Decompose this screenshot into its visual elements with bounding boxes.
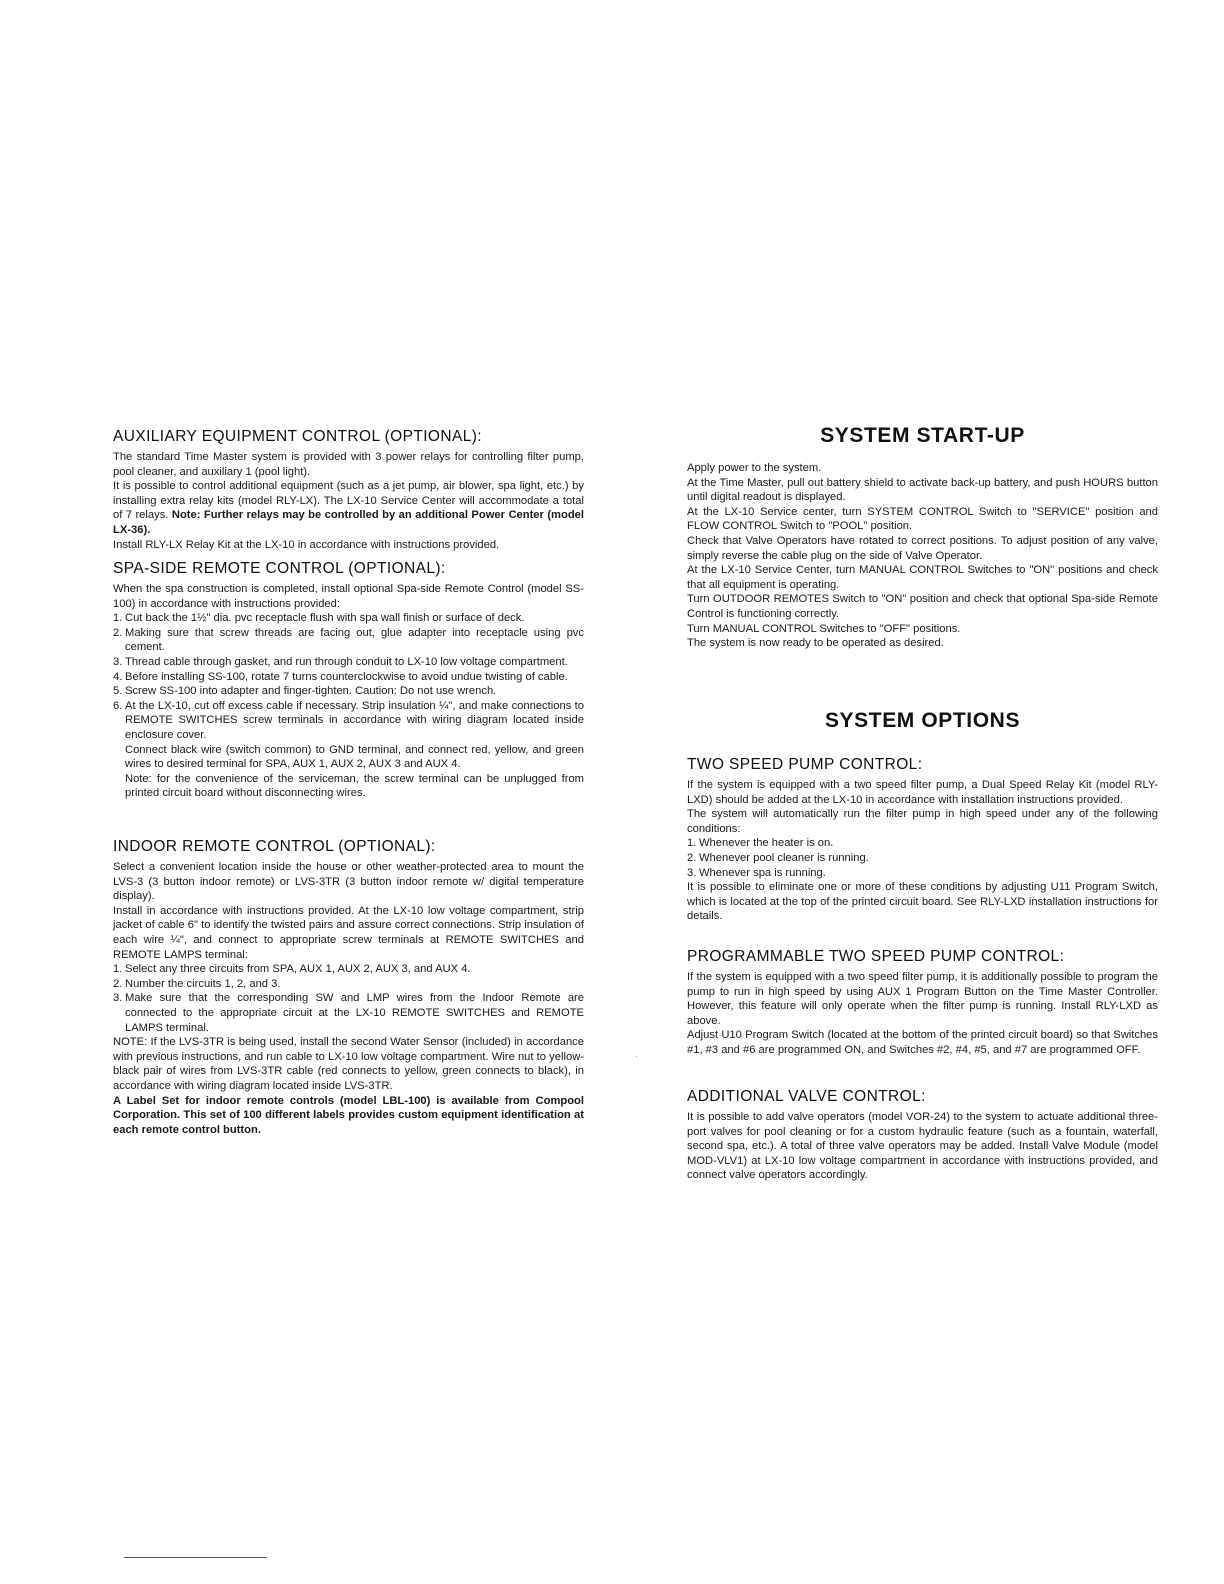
indoor-heading: INDOOR REMOTE CONTROL (OPTIONAL): <box>113 838 436 855</box>
startup-line: At the LX-10 Service Center, turn MANUAL CONTROL Switches to "ON" positions and check that all equipment is operating. <box>687 564 1158 591</box>
footer-rule <box>124 1557 267 1558</box>
startup-line: At the LX-10 Service center, turn SYSTEM CONTROL Switch to "SERVICE" position and FLOW CONTROL Switch to "POOL" position. <box>687 505 1158 533</box>
list-item: 2. Making sure that screw threads are facing out, glue adapter into receptacle using pvc cement. <box>113 626 584 654</box>
list-item: 2. Whenever pool cleaner is running. <box>687 851 869 864</box>
prog-two-speed-p2: Adjust U10 Program Switch (located at the bottom of the printed circuit board) so that Switches #1, #3 and #6 are programmed ON, and Switches #2, #4, #5, and #7 are programmed OFF. <box>687 1029 1158 1056</box>
spa-heading: SPA-SIDE REMOTE CONTROL (OPTIONAL): <box>113 560 446 577</box>
indoor-label-set: A Label Set for indoor remote controls (model LBL-100) is available from Compool Corporation. This set of 100 different labels provides custom equipment identification at each remote control button. <box>113 1094 584 1136</box>
aux-p2: It is possible to control additional equipment (such as a jet pump, air blower, spa light, etc.) by installing extra relay kits (model RLY-LX). The LX-10 Service Center will accommodate a total of 7 relays. Note: Further relays may be controlled by an additional Power Center (model LX-36). <box>113 480 584 536</box>
stray-mark <box>636 1056 637 1057</box>
startup-line: Check that Valve Operators have rotated to correct positions. To adjust position of any valve, simply reverse the cable plug on the side of Valve Operator. <box>687 534 1158 562</box>
list-item: 3. Thread cable through gasket, and run through conduit to LX-10 low voltage compartment. <box>113 655 568 668</box>
startup-line: The system is now ready to be operated as desired. <box>687 637 944 650</box>
spa-intro: When the spa construction is completed, install optional Spa-side Remote Control (model SS-100) in accordance with instructions provided: <box>113 583 584 610</box>
aux-section <box>113 428 584 552</box>
startup-section <box>687 424 1158 651</box>
startup-line: Turn OUTDOOR REMOTES Switch to "ON" position and check that optional Spa-side Remote Control is functioning correctly. <box>687 593 1158 620</box>
valve-heading: ADDITIONAL VALVE CONTROL: <box>687 1088 926 1105</box>
valve-section <box>687 1088 1158 1183</box>
options-section <box>687 709 1158 733</box>
spa-note: Note: for the convenience of the serviceman, the screw terminal can be unplugged from printed circuit board without disconnecting wires. <box>125 772 584 800</box>
startup-line: Turn MANUAL CONTROL Switches to "OFF" positions. <box>687 622 961 635</box>
spa-connect: Connect black wire (switch common) to GND terminal, and connect red, yellow, and green wires to desired terminal for SPA, AUX 1, AUX 2, AUX 3 and AUX 4. <box>125 743 584 771</box>
prog-two-speed-heading: PROGRAMMABLE TWO SPEED PUMP CONTROL: <box>687 948 1065 965</box>
spa-section <box>113 560 584 801</box>
list-item: 5. Screw SS-100 into adapter and finger-tighten. Caution: Do not use wrench. <box>113 685 497 698</box>
two-speed-heading: TWO SPEED PUMP CONTROL: <box>687 756 923 773</box>
indoor-p2: Install in accordance with instructions provided. At the LX-10 low voltage compartment, strip jacket of cable 6" to identify the twisted pairs and assure correct connections. Strip insulation of each wire ¼", and connect to appropriate screw terminals at REMOTE SWITCHES and REMOTE LAMPS terminal: <box>113 904 584 961</box>
list-item: 6. At the LX-10, cut off excess cable if necessary. Strip insulation ¼", and make connections to REMOTE SWITCHES screw terminals in accordance with wiring diagram located inside enclosure cover. <box>113 699 584 741</box>
startup-line: At the Time Master, pull out battery shield to activate back-up battery, and push HOURS button until digital readout is displayed. <box>687 476 1158 504</box>
list-item: 1. Cut back the 1½" dia. pvc receptacle flush with spa wall finish or surface of deck. <box>113 612 525 625</box>
list-item: 1. Select any three circuits from SPA, AUX 1, AUX 2, AUX 3, and AUX 4. <box>113 963 471 976</box>
valve-p1: It is possible to add valve operators (model VOR-24) to the system to actuate additional three-port valves for pool cleaning or for a custom hydraulic feature (such as a fountain, waterfall, second spa, etc.). A total of three valve operators may be added. Install Valve Module (model MOD-VLV1) at LX-10 low voltage compartment in accordance with instructions provided, and connect valve operators accordingly. <box>687 1111 1158 1182</box>
list-item: 4. Before installing SS-100, rotate 7 turns counterclockwise to avoid undue twisting of cable. <box>113 670 568 683</box>
two-speed-p2: The system will automatically run the filter pump in high speed under any of the following conditions: <box>687 808 1158 835</box>
list-item: 2. Number the circuits 1, 2, and 3. <box>113 977 281 990</box>
two-speed-p3: It is possible to eliminate one or more of these conditions by adjusting U11 Program Switch, which is located at the top of the printed circuit board. See RLY-LXD installation instructions for details. <box>687 881 1158 923</box>
two-speed-section <box>687 756 1158 924</box>
startup-heading: SYSTEM START-UP <box>820 424 1025 447</box>
list-item: 3. Whenever spa is running. <box>687 866 826 879</box>
prog-two-speed-p1: If the system is equipped with a two speed filter pump, it is additionally possible to program the pump to run in high speed by using AUX 1 Program Button on the Time Master Controller. However, this feature will only operate when the filter pump is running. Install RLY-LXD as above. <box>687 971 1158 1027</box>
indoor-section <box>113 838 584 1137</box>
two-speed-p1: If the system is equipped with a two speed filter pump, a Dual Speed Relay Kit (model RLY-LXD) should be added at the LX-10 in accordance with installation instructions provided. <box>687 779 1158 806</box>
prog-two-speed-section <box>687 948 1158 1058</box>
aux-p1: The standard Time Master system is provided with 3 power relays for controlling filter pump, pool cleaner, and auxiliary 1 (pool light). <box>113 451 584 478</box>
aux-heading: AUXILIARY EQUIPMENT CONTROL (OPTIONAL): <box>113 428 483 445</box>
list-item: 1. Whenever the heater is on. <box>687 837 834 850</box>
options-heading: SYSTEM OPTIONS <box>824 709 1021 732</box>
indoor-p1: Select a convenient location inside the house or other weather-protected area to mount the LVS-3 (3 button indoor remote) or LVS-3TR (3 button indoor remote w/ digital temperature display). <box>113 861 584 903</box>
aux-p3: Install RLY-LX Relay Kit at the LX-10 in accordance with instructions provided. <box>113 538 500 551</box>
startup-line: Apply power to the system. <box>687 462 822 474</box>
list-item: 3. Make sure that the corresponding SW and LMP wires from the Indoor Remote are connected to the appropriate circuit at the LX-10 REMOTE SWITCHES and REMOTE LAMPS terminal. <box>113 992 584 1034</box>
indoor-note: NOTE: If the LVS-3TR is being used, install the second Water Sensor (included) in accordance with previous instructions, and run cable to LX-10 low voltage compartment. Wire nut to yellow-black pair of wires from LVS-3TR cable (red connects to yellow, green connects to black), in accordance with wiring diagram located inside LVS-3TR. <box>113 1036 584 1092</box>
